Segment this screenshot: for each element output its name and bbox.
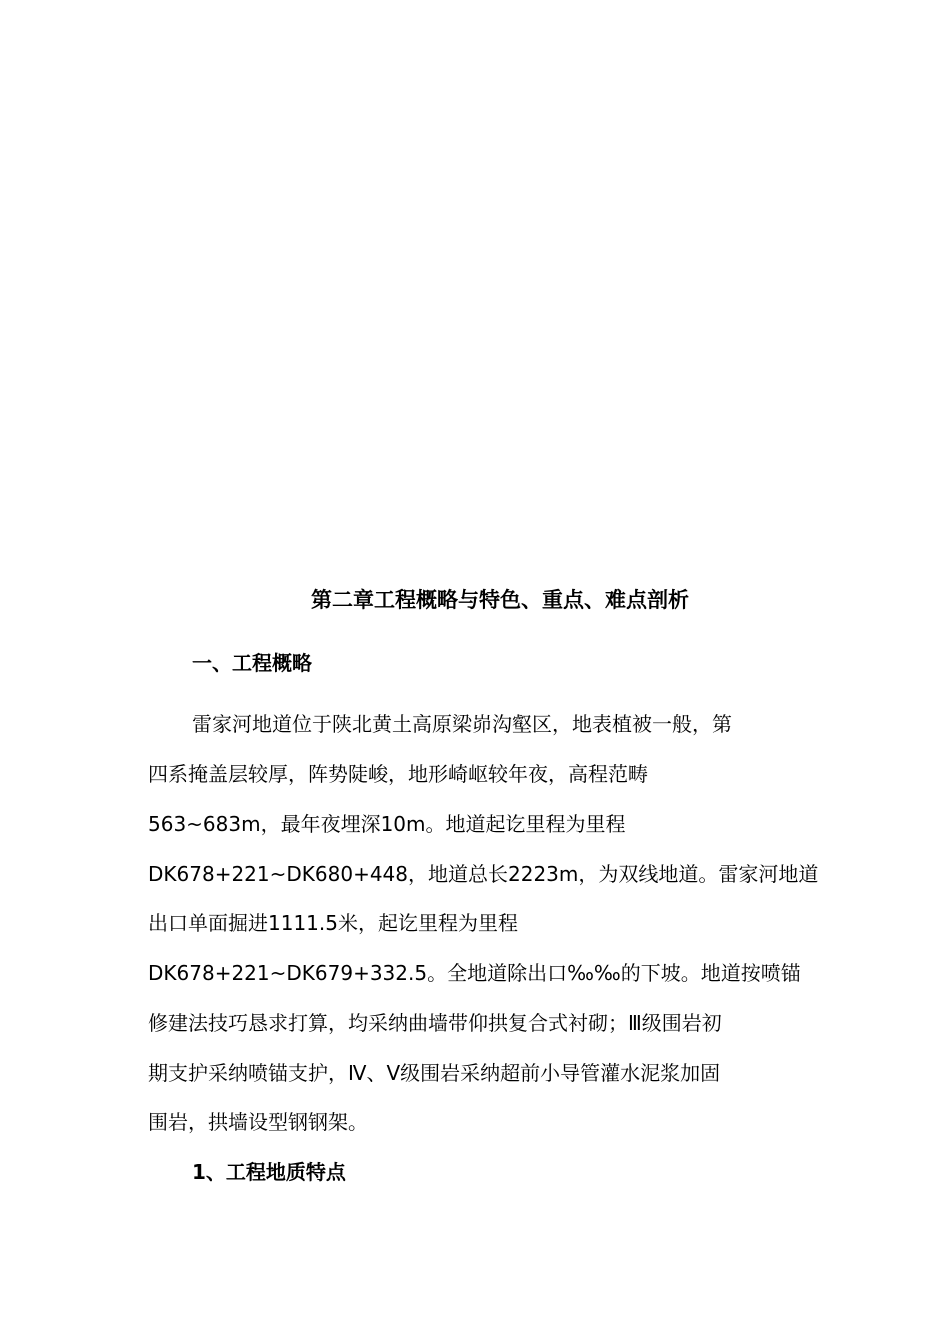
subsection-heading: 1、工程地质特点 bbox=[192, 1160, 346, 1184]
paragraph-line: 563~683m，最年夜埋深10m。地道起讫里程为里程 bbox=[148, 812, 626, 836]
paragraph-line: DK678+221~DK680+448，地道总长2223m，为双线地道。雷家河地道 bbox=[148, 862, 819, 886]
section-heading: 一、工程概略 bbox=[192, 651, 312, 675]
paragraph-line: 雷家河地道位于陕北黄土高原梁峁沟壑区，地表植被一般，第 bbox=[192, 712, 732, 736]
chapter-title: 第二章工程概略与特色、重点、难点剖析 bbox=[311, 588, 689, 612]
paragraph-line: 围岩，拱墙设型钢钢架。 bbox=[148, 1110, 368, 1134]
paragraph-line: 出口单面掘进1111.5米，起讫里程为里程 bbox=[148, 911, 518, 935]
paragraph-line: 修建法技巧恳求打算，均采纳曲墙带仰拱复合式衬砌；Ⅲ级围岩初 bbox=[148, 1011, 722, 1035]
paragraph-line: 期支护采纳喷锚支护，Ⅳ、Ⅴ级围岩采纳超前小导管灌水泥浆加固 bbox=[148, 1061, 721, 1085]
paragraph-line: 四系掩盖层较厚，阵势陡峻，地形崎岖较年夜，高程范畴 bbox=[148, 762, 648, 786]
paragraph-line: DK678+221~DK679+332.5。全地道除出口‰‰的下坡。地道按喷锚 bbox=[148, 961, 801, 985]
